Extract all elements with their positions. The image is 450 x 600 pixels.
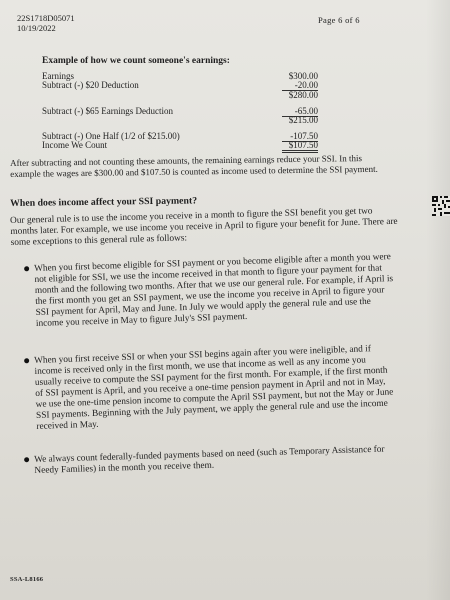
earnings-row-label: Subtract (-) $65 Earnings Deduction	[42, 106, 173, 116]
bullet-dot-icon	[24, 457, 29, 462]
bullet-dot-icon	[24, 358, 29, 363]
document-date: 10/19/2022	[17, 23, 56, 33]
form-number: SSA-L8166	[10, 576, 44, 583]
page-number: Page 6 of 6	[318, 15, 360, 25]
earnings-row-amount: -65.00	[282, 106, 318, 117]
exception-bullet	[34, 252, 396, 330]
earnings-row-label: Subtract (-) $20 Deduction	[42, 80, 139, 90]
earnings-row-label: Income We Count	[42, 140, 108, 150]
qr-code-fragment	[432, 196, 450, 216]
earnings-row-label: Earnings	[42, 71, 74, 81]
earnings-row-label: Subtract (-) One Half (1/2 of $215.00)	[42, 131, 180, 141]
document-id: 22S1718D05071	[17, 13, 75, 23]
earnings-row-amount: -20.00	[282, 80, 318, 91]
earnings-row-amount: $107.50	[282, 140, 318, 153]
earnings-example-title: Example of how we count someone's earnings:	[42, 56, 230, 66]
earnings-row-amount: $215.00	[288, 115, 318, 125]
earnings-row-amount: $300.00	[288, 71, 318, 81]
bullet-text: We always count federally-funded payments based on need (such as Temporary Assistance for Needy Families) in the month you receive them.	[34, 444, 385, 476]
bullet-text: When you first become eligible for SSI payment or you become eligible after a month you were not eligible for SSI, we use the income received in that month to figure your payment for that month and the following two months. After that we use our general rule. For example, if April is the first month you get an SSI payment, we use the income you receive in April to figure your SSI payment for April, May and June. In July we would apply the general rule and use the income you receive in May to figure July's SSI payment.	[34, 252, 394, 329]
earnings-row	[42, 106, 318, 116]
document-header	[17, 13, 75, 33]
page-shadow	[426, 0, 450, 600]
earnings-row-amount: $280.00	[288, 90, 318, 100]
earnings-row-amount: -107.50	[282, 131, 318, 142]
earnings-summary: After subtracting and not counting these amounts, the remaining earnings reduce your SSI. In this example the wages are $300.00 and $107.50 is counted as income used to determine the SSI payment.	[10, 153, 378, 179]
earnings-row	[42, 140, 318, 150]
earnings-row	[42, 80, 318, 90]
general-rule-paragraph: Our general rule is to use the income you receive in a month to figure the SSI benefit you get two months later. For example, we use income you receive in April to figure your benefit for June. There are some exceptions to this general rule as follows:	[10, 206, 398, 248]
exception-bullet	[34, 343, 396, 433]
section-heading: When does income affect your SSI payment?	[10, 195, 198, 209]
bullet-dot-icon	[24, 266, 29, 271]
exception-bullet	[34, 444, 394, 477]
bullet-text: When you first receive SSI or when your SSI begins again after you were ineligible, and if income is received only in the first month, we use that income as well as any income you usually receive to compute the SSI payment for the first month. For example, if the first month of SSI payment is April, and you receive a one-time pension payment in April and not in May, we use the one-time pension income to compute the April SSI payment, but not the May or June SSI payments. Beginning with the July payment, we apply the general rule and use the income received in May.	[34, 344, 394, 432]
